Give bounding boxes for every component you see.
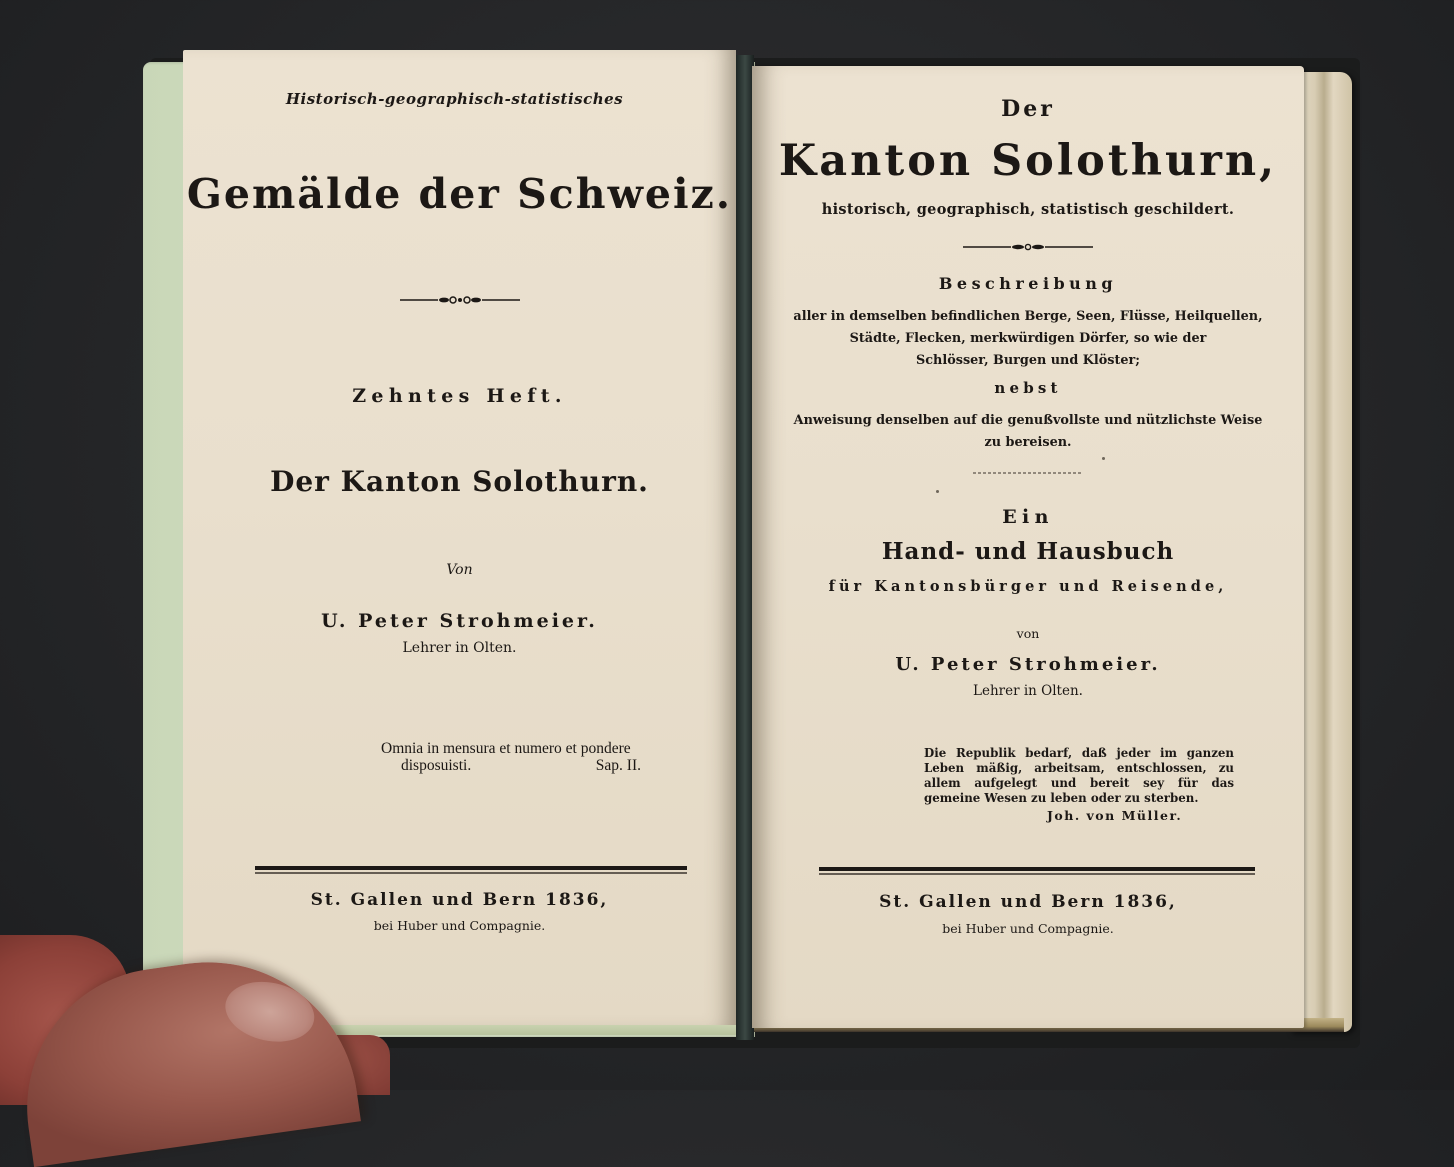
right-page-title-page [752, 66, 1304, 1028]
handbook-title: Hand- und Hausbuch [881, 538, 1175, 565]
instruction-text [752, 410, 1304, 454]
nebst-label: nebst [994, 379, 1062, 397]
description-line: Schlösser, Burgen und Klöster; [916, 353, 1140, 368]
by-label: von [1016, 626, 1040, 641]
epigraph-quote: Die Republik bedarf, daß jeder im ganzen Leben mäßig, arbeitsam, entschlossen, zu allem aufgelegt und bereit sey für das gemeine Wesen zu leben oder zu sterben. [924, 746, 1234, 805]
main-title: Gemälde der Schweiz. [186, 170, 733, 218]
motto-line-1: Omnia in mensura et numero et pondere [381, 740, 631, 757]
author-name: U. Peter Strohmeier. [895, 654, 1161, 675]
holding-hand [0, 925, 430, 1125]
ornament-divider-icon [183, 293, 736, 307]
main-title: Kanton Solothurn, [778, 136, 1278, 186]
description-text [752, 306, 1304, 372]
thumbnail-nail [220, 974, 320, 1049]
publisher: bei Huber und Compagnie. [373, 918, 546, 933]
left-page-half-title [183, 50, 736, 1025]
by-label: Von [446, 562, 473, 578]
publisher: bei Huber und Compagnie. [942, 921, 1114, 936]
instruction-line: Anweisung denselben auf die genußvollste und nützlichste Weise [793, 413, 1263, 428]
description-heading: Beschreibung [938, 274, 1118, 293]
article-der: Der [1001, 96, 1055, 122]
description-line: Städte, Flecken, merkwürdigen Dörfer, so wie der [849, 331, 1207, 346]
subtitle: Der Kanton Solothurn. [270, 465, 649, 498]
author-role: Lehrer in Olten. [402, 640, 517, 656]
audience-line: für Kantonsbürger und Reisende, [828, 578, 1228, 595]
author-name: U. Peter Strohmeier. [321, 610, 598, 632]
double-rule-divider [255, 866, 687, 876]
instruction-line: zu bereisen. [984, 435, 1072, 450]
ornament-divider-icon [752, 240, 1304, 254]
imprint-place-date: St. Gallen und Bern 1836, [879, 892, 1177, 912]
issue-label: Zehntes Heft. [352, 385, 567, 407]
motto-reference: Sap. II. [595, 757, 641, 774]
epigraph-author: Joh. von Müller. [1047, 808, 1183, 823]
description-line: aller in demselben befindlichen Berge, Seen, Flüsse, Heilquellen, [793, 309, 1263, 324]
imprint-place-date: St. Gallen und Bern 1836, [310, 890, 609, 910]
author-role: Lehrer in Olten. [973, 683, 1083, 699]
supertitle: Historisch-geographisch-statistisches [285, 90, 624, 108]
ein-label: Ein [1002, 506, 1054, 528]
subtitle: historisch, geographisch, statistisch geschildert. [821, 201, 1235, 218]
latin-motto [381, 740, 641, 774]
double-rule-divider [819, 867, 1255, 877]
dotted-divider [752, 472, 1304, 474]
motto-line-2: disposuisti. [401, 757, 472, 774]
